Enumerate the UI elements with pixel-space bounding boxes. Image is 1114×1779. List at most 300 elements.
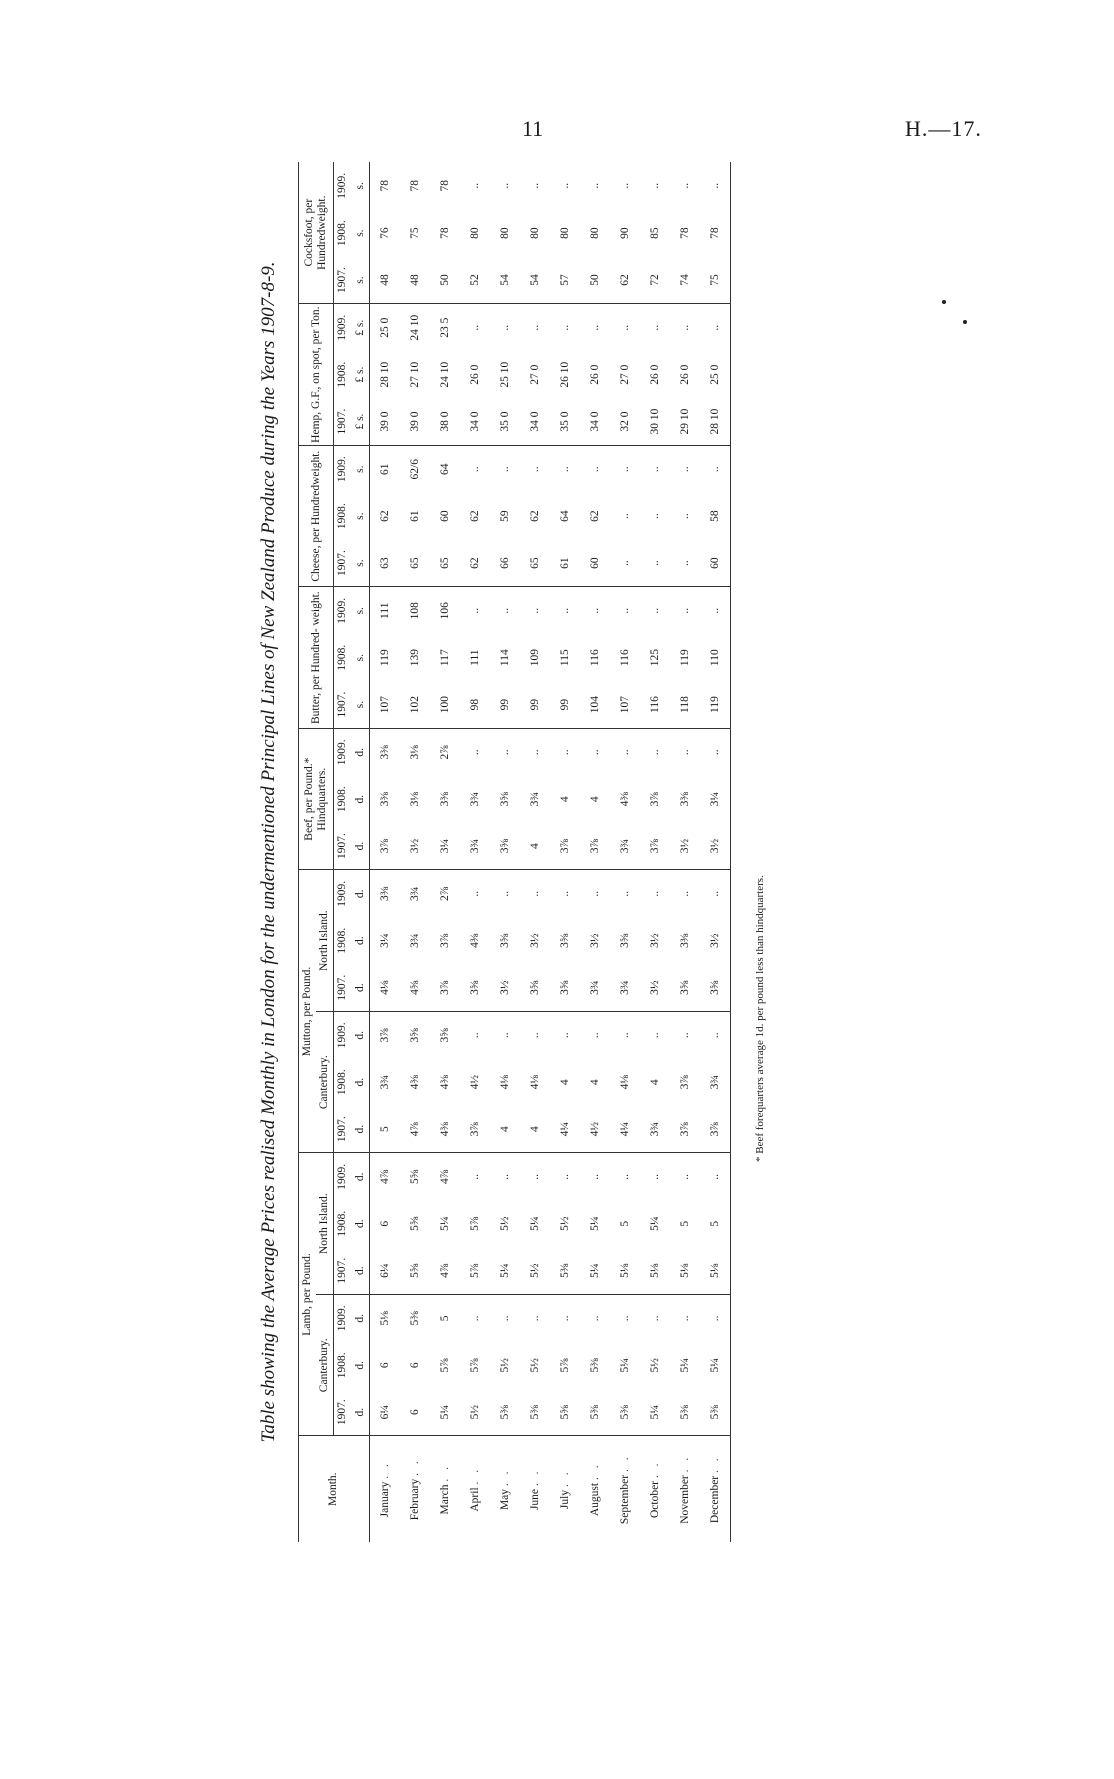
value-cell: ..: [558, 324, 571, 331]
value-cell: 5½: [558, 1216, 571, 1231]
leader-dots: . .: [648, 1460, 661, 1479]
month-label: June: [528, 1488, 541, 1511]
value-cell: 3⅜: [438, 792, 451, 807]
table-body: [369, 162, 730, 1542]
value-cell: 48: [400, 257, 430, 304]
value-cell: 5⅝: [408, 1169, 421, 1184]
table-row: [610, 162, 640, 1542]
value-cell: 35 0: [490, 398, 520, 445]
value-cell: 4⅞: [400, 1106, 430, 1153]
value-cell: 4⅛: [618, 1075, 631, 1090]
report-code: H.—17.: [905, 116, 982, 141]
value-cell: 80: [588, 227, 601, 239]
value-cell: 4½: [580, 1106, 610, 1153]
value-cell: 34 0: [580, 398, 610, 445]
value-cell: ..: [678, 1173, 691, 1180]
value-cell: 3⅞: [700, 1106, 731, 1153]
month-cell: [460, 1436, 490, 1542]
value-cell: ..: [648, 607, 661, 614]
year-label: 1908.: [336, 644, 349, 671]
value-cell: 3⅛: [408, 792, 421, 807]
value-cell: 35 0: [550, 398, 580, 445]
value-cell: 24 10: [438, 361, 451, 388]
value-cell: 50: [580, 257, 610, 304]
value-cell: 4⅛: [528, 1075, 541, 1090]
leader-dots: . .: [708, 1455, 721, 1473]
value-cell: ..: [648, 1173, 661, 1180]
value-cell: ..: [640, 540, 670, 587]
value-cell: 3⅝: [490, 823, 520, 870]
value-cell: 3⅜: [378, 745, 391, 760]
value-cell: 3¾: [640, 1106, 670, 1153]
unit-label: s.: [352, 257, 370, 304]
year-label: 1907.: [334, 257, 352, 304]
value-cell: 66: [490, 540, 520, 587]
value-cell: 3¾: [708, 1075, 721, 1090]
value-cell: 62: [460, 540, 490, 587]
rotated-table-block: [258, 162, 778, 1542]
year-label: 1907.: [334, 1106, 352, 1153]
value-cell: 3¾: [468, 792, 481, 807]
value-cell: ..: [708, 182, 721, 189]
unit-label: £ s.: [353, 366, 366, 383]
value-cell: 5: [438, 1315, 451, 1322]
value-cell: 4: [520, 823, 550, 870]
value-cell: 64: [558, 510, 571, 522]
value-cell: 108: [408, 602, 421, 620]
value-cell: 4⅜: [408, 1075, 421, 1090]
year-label: 1907.: [334, 1247, 352, 1294]
table-row: [400, 162, 430, 1542]
value-cell: 111: [468, 649, 481, 666]
value-cell: ..: [468, 324, 481, 331]
unit-label: s.: [353, 653, 366, 662]
value-cell: 109: [528, 649, 541, 667]
month-label: December: [708, 1475, 721, 1524]
value-cell: ..: [498, 324, 511, 331]
value-cell: 62: [588, 510, 601, 522]
leader-dots: . .: [498, 1468, 511, 1487]
table-row: [490, 162, 520, 1542]
unit-label: d.: [353, 1219, 366, 1229]
value-cell: ..: [558, 1173, 571, 1180]
value-cell: ..: [588, 182, 601, 189]
value-cell: 58: [708, 510, 721, 522]
value-cell: 5⅛: [610, 1247, 640, 1294]
leader-dots: . .: [588, 1462, 601, 1481]
year-label: 1909.: [336, 172, 349, 199]
value-cell: 5¼: [438, 1216, 451, 1231]
value-cell: 99: [520, 681, 550, 728]
unit-label: d.: [352, 1106, 370, 1153]
value-cell: ..: [648, 324, 661, 331]
value-cell: 5⅞: [438, 1358, 451, 1373]
unit-label: s.: [353, 182, 366, 190]
value-cell: 4¼: [610, 1106, 640, 1153]
mutton-canterbury-header: Canterbury.: [316, 1011, 334, 1153]
value-cell: 5⅜: [700, 1389, 731, 1436]
value-cell: 5⅛: [640, 1247, 670, 1294]
value-cell: 24 10: [408, 314, 421, 341]
value-cell: ..: [708, 749, 721, 756]
value-cell: 62: [610, 257, 640, 304]
value-cell: 80: [528, 227, 541, 239]
value-cell: 3⅞: [460, 1106, 490, 1153]
value-cell: 32 0: [610, 398, 640, 445]
value-cell: 3⅞: [580, 823, 610, 870]
value-cell: ..: [588, 607, 601, 614]
year-label: 1909.: [336, 1022, 349, 1049]
value-cell: ..: [588, 890, 601, 897]
value-cell: 5¼: [580, 1247, 610, 1294]
value-cell: ..: [618, 513, 631, 520]
value-cell: 3⅞: [640, 823, 670, 870]
value-cell: ..: [670, 540, 700, 587]
value-cell: 4½: [468, 1075, 481, 1090]
year-label: 1909.: [336, 314, 349, 341]
year-label: 1908.: [336, 220, 349, 247]
month-cell: [640, 1436, 670, 1542]
value-cell: 62: [468, 510, 481, 522]
value-cell: 34 0: [520, 398, 550, 445]
value-cell: 4¼: [550, 1106, 580, 1153]
value-cell: ..: [528, 1173, 541, 1180]
value-cell: ..: [558, 607, 571, 614]
unit-label: d.: [353, 794, 366, 804]
month-label: February: [408, 1478, 421, 1521]
value-cell: 61: [378, 463, 391, 475]
value-cell: 5⅝: [550, 1389, 580, 1436]
value-cell: ..: [708, 466, 721, 473]
value-cell: 78: [438, 180, 451, 192]
value-cell: 5¼: [708, 1358, 721, 1373]
butter-header: Butter, per Hundred- weight.: [299, 587, 334, 729]
value-cell: ..: [528, 749, 541, 756]
value-cell: 4⅝: [400, 964, 430, 1011]
value-cell: 5⅜: [610, 1389, 640, 1436]
month-cell: [580, 1436, 610, 1542]
value-cell: ..: [678, 749, 691, 756]
table-row: [670, 162, 700, 1542]
value-cell: 106: [438, 602, 451, 620]
value-cell: ..: [498, 182, 511, 189]
value-cell: 4⅜: [430, 1106, 460, 1153]
year-label: 1909.: [336, 880, 349, 907]
ink-speck: [963, 320, 967, 324]
value-cell: 5⅞: [468, 1216, 481, 1231]
month-cell: [670, 1436, 700, 1542]
value-cell: 60: [580, 540, 610, 587]
year-label: 1908.: [336, 786, 349, 813]
value-cell: 5: [678, 1220, 691, 1227]
value-cell: 4: [588, 796, 601, 803]
value-cell: 5⅜: [490, 1389, 520, 1436]
leader-dots: . .: [528, 1468, 541, 1487]
value-cell: 3⅜: [378, 792, 391, 807]
unit-label: d.: [353, 889, 366, 899]
value-cell: 27 0: [528, 364, 541, 385]
value-cell: 3⅝: [438, 1028, 451, 1043]
value-cell: ..: [498, 1173, 511, 1180]
value-cell: 5⅞: [558, 1358, 571, 1373]
page-number: 11: [522, 116, 544, 141]
unit-label: s.: [352, 540, 370, 587]
value-cell: 5¼: [640, 1389, 670, 1436]
value-cell: 26 0: [678, 364, 691, 385]
lamb-north-island-header: North Island.: [316, 1153, 334, 1295]
value-cell: 5⅞: [460, 1247, 490, 1294]
value-cell: ..: [618, 890, 631, 897]
cheese-header: Cheese, per Hundredweight.: [299, 445, 334, 587]
value-cell: 3¾: [610, 823, 640, 870]
year-label: 1909.: [336, 456, 349, 483]
value-cell: 65: [430, 540, 460, 587]
value-cell: 27 10: [408, 361, 421, 388]
month-cell: [610, 1436, 640, 1542]
leader-dots: . .: [378, 1461, 391, 1479]
value-cell: ..: [528, 607, 541, 614]
value-cell: 4⅞: [438, 1169, 451, 1184]
value-cell: 28 10: [378, 361, 391, 388]
value-cell: 29 10: [670, 398, 700, 445]
value-cell: ..: [708, 607, 721, 614]
value-cell: ..: [678, 890, 691, 897]
value-cell: 3⅞: [678, 1075, 691, 1090]
prices-table: [298, 162, 731, 1542]
value-cell: 75: [408, 227, 421, 239]
value-cell: ..: [708, 1032, 721, 1039]
value-cell: 4: [520, 1106, 550, 1153]
value-cell: ..: [468, 466, 481, 473]
value-cell: 25 10: [498, 361, 511, 388]
month-cell: [430, 1436, 460, 1542]
value-cell: 102: [400, 681, 430, 728]
value-cell: 125: [648, 649, 661, 667]
year-label: 1907.: [334, 540, 352, 587]
value-cell: 3⅞: [648, 792, 661, 807]
value-cell: ..: [588, 749, 601, 756]
value-cell: ..: [528, 1032, 541, 1039]
table-row: [520, 162, 550, 1542]
month-label: January: [378, 1481, 391, 1518]
cocksfoot-header: Cocksfoot, per Hundredweight.: [299, 162, 334, 304]
value-cell: ..: [648, 1032, 661, 1039]
unit-label: £ s.: [352, 398, 370, 445]
unit-label: d.: [353, 747, 366, 757]
value-cell: 60: [700, 540, 731, 587]
value-cell: 4⅛: [498, 1075, 511, 1090]
value-cell: 3⅞: [378, 1028, 391, 1043]
value-cell: 3⅝: [558, 933, 571, 948]
value-cell: 5⅜: [588, 1358, 601, 1373]
value-cell: 25 0: [378, 317, 391, 338]
value-cell: 52: [460, 257, 490, 304]
value-cell: 78: [408, 180, 421, 192]
value-cell: 54: [520, 257, 550, 304]
year-label: 1909.: [336, 1163, 349, 1190]
value-cell: 110: [708, 649, 721, 667]
value-cell: 48: [369, 257, 400, 304]
value-cell: 3½: [400, 823, 430, 870]
value-cell: 62/6: [408, 459, 421, 480]
value-cell: 4⅜: [618, 792, 631, 807]
value-cell: 26 0: [648, 364, 661, 385]
month-label: July: [558, 1489, 571, 1510]
value-cell: ..: [588, 1173, 601, 1180]
value-cell: ..: [678, 466, 691, 473]
value-cell: 4: [558, 1079, 571, 1086]
lamb-header: Lamb, per Pound.: [299, 1153, 317, 1436]
value-cell: 3⅝: [498, 792, 511, 807]
value-cell: ..: [558, 466, 571, 473]
value-cell: ..: [678, 513, 691, 520]
value-cell: 4: [588, 1079, 601, 1086]
leader-dots: . .: [408, 1458, 421, 1476]
value-cell: 3½: [490, 964, 520, 1011]
value-cell: 3⅞: [430, 964, 460, 1011]
value-cell: 3⅜: [678, 933, 691, 948]
unit-label: d.: [353, 1360, 366, 1370]
value-cell: 3¼: [708, 792, 721, 807]
value-cell: ..: [498, 466, 511, 473]
value-cell: 80: [558, 227, 571, 239]
beef-header: Beef, per Pound.* Hindquarters.: [299, 728, 334, 870]
value-cell: 23 5: [438, 317, 451, 338]
year-label: 1907.: [334, 964, 352, 1011]
month-label: March: [438, 1484, 451, 1515]
leader-dots: . .: [438, 1464, 451, 1482]
value-cell: 6¼: [369, 1247, 400, 1294]
value-cell: ..: [648, 466, 661, 473]
value-cell: 80: [498, 227, 511, 239]
value-cell: 104: [580, 681, 610, 728]
value-cell: ..: [708, 1173, 721, 1180]
table-row: [700, 162, 731, 1542]
table-row: [640, 162, 670, 1542]
value-cell: 3¾: [610, 964, 640, 1011]
unit-label: d.: [353, 1172, 366, 1182]
value-cell: 26 10: [558, 361, 571, 388]
value-cell: 3¾: [378, 1075, 391, 1090]
unit-label: s.: [353, 607, 366, 615]
value-cell: ..: [498, 607, 511, 614]
value-cell: 3¾: [460, 823, 490, 870]
value-cell: 61: [408, 510, 421, 522]
value-cell: 4⅜: [468, 933, 481, 948]
value-cell: 116: [640, 681, 670, 728]
value-cell: 57: [550, 257, 580, 304]
value-cell: ..: [558, 890, 571, 897]
value-cell: 3⅛: [408, 745, 421, 760]
value-cell: 2⅞: [438, 886, 451, 901]
value-cell: ..: [648, 890, 661, 897]
unit-label: d.: [353, 1030, 366, 1040]
leader-dots: . .: [678, 1454, 691, 1473]
value-cell: 60: [438, 510, 451, 522]
value-cell: 50: [430, 257, 460, 304]
value-cell: ..: [618, 1032, 631, 1039]
value-cell: 119: [700, 681, 731, 728]
value-cell: 85: [648, 227, 661, 239]
table-row: [369, 162, 400, 1542]
mutton-north-island-header: North Island.: [316, 870, 334, 1012]
value-cell: ..: [468, 890, 481, 897]
year-label: 1908.: [336, 361, 349, 388]
value-cell: 3½: [700, 823, 731, 870]
value-cell: 3⅜: [678, 792, 691, 807]
value-cell: 78: [678, 227, 691, 239]
value-cell: ..: [558, 1032, 571, 1039]
value-cell: ..: [528, 182, 541, 189]
value-cell: 107: [369, 681, 400, 728]
value-cell: 116: [618, 649, 631, 667]
value-cell: 111: [378, 602, 391, 619]
value-cell: 39 0: [369, 398, 400, 445]
value-cell: ..: [648, 1315, 661, 1322]
unit-label: d.: [353, 936, 366, 946]
value-cell: 5¼: [588, 1216, 601, 1231]
value-cell: ..: [678, 324, 691, 331]
value-cell: 3¼: [430, 823, 460, 870]
value-cell: 30 10: [640, 398, 670, 445]
value-cell: ..: [618, 466, 631, 473]
month-cell: [490, 1436, 520, 1542]
value-cell: 25 0: [708, 364, 721, 385]
value-cell: 5¼: [430, 1389, 460, 1436]
month-label: September: [618, 1474, 631, 1525]
value-cell: 3⅞: [550, 823, 580, 870]
unit-label: d.: [353, 1077, 366, 1087]
year-label: 1909.: [336, 1305, 349, 1332]
value-cell: 3⅝: [618, 933, 631, 948]
unit-label: d.: [352, 964, 370, 1011]
table-row: [580, 162, 610, 1542]
value-cell: 3⅝: [408, 1028, 421, 1043]
value-cell: 5: [708, 1220, 721, 1227]
value-cell: 4: [490, 1106, 520, 1153]
value-cell: 3⅝: [520, 964, 550, 1011]
value-cell: 114: [498, 649, 511, 667]
value-cell: 3⅝: [498, 933, 511, 948]
value-cell: 5⅜: [580, 1389, 610, 1436]
value-cell: ..: [708, 890, 721, 897]
value-cell: 6: [378, 1220, 391, 1227]
value-cell: 39 0: [400, 398, 430, 445]
value-cell: 4⅜: [438, 1075, 451, 1090]
year-label: 1908.: [336, 927, 349, 954]
value-cell: 5½: [498, 1216, 511, 1231]
value-cell: 5⅛: [378, 1311, 391, 1326]
value-cell: ..: [528, 1315, 541, 1322]
unit-label: d.: [352, 1389, 370, 1436]
value-cell: 3⅞: [670, 1106, 700, 1153]
hemp-header: Hemp, G.F., on spot, per Ton.: [299, 304, 334, 446]
value-cell: 5⅝: [400, 1247, 430, 1294]
unit-label: s.: [353, 465, 366, 473]
value-cell: 62: [528, 510, 541, 522]
value-cell: 3¾: [528, 792, 541, 807]
value-cell: 26 0: [468, 364, 481, 385]
leader-dots: . .: [468, 1466, 481, 1485]
value-cell: 5⅜: [520, 1389, 550, 1436]
value-cell: 80: [468, 227, 481, 239]
unit-label: £ s.: [353, 319, 366, 336]
value-cell: 139: [408, 649, 421, 667]
value-cell: 6: [400, 1389, 430, 1436]
value-cell: ..: [468, 182, 481, 189]
mutton-header: Mutton, per Pound.: [299, 870, 317, 1153]
value-cell: 26 0: [588, 364, 601, 385]
